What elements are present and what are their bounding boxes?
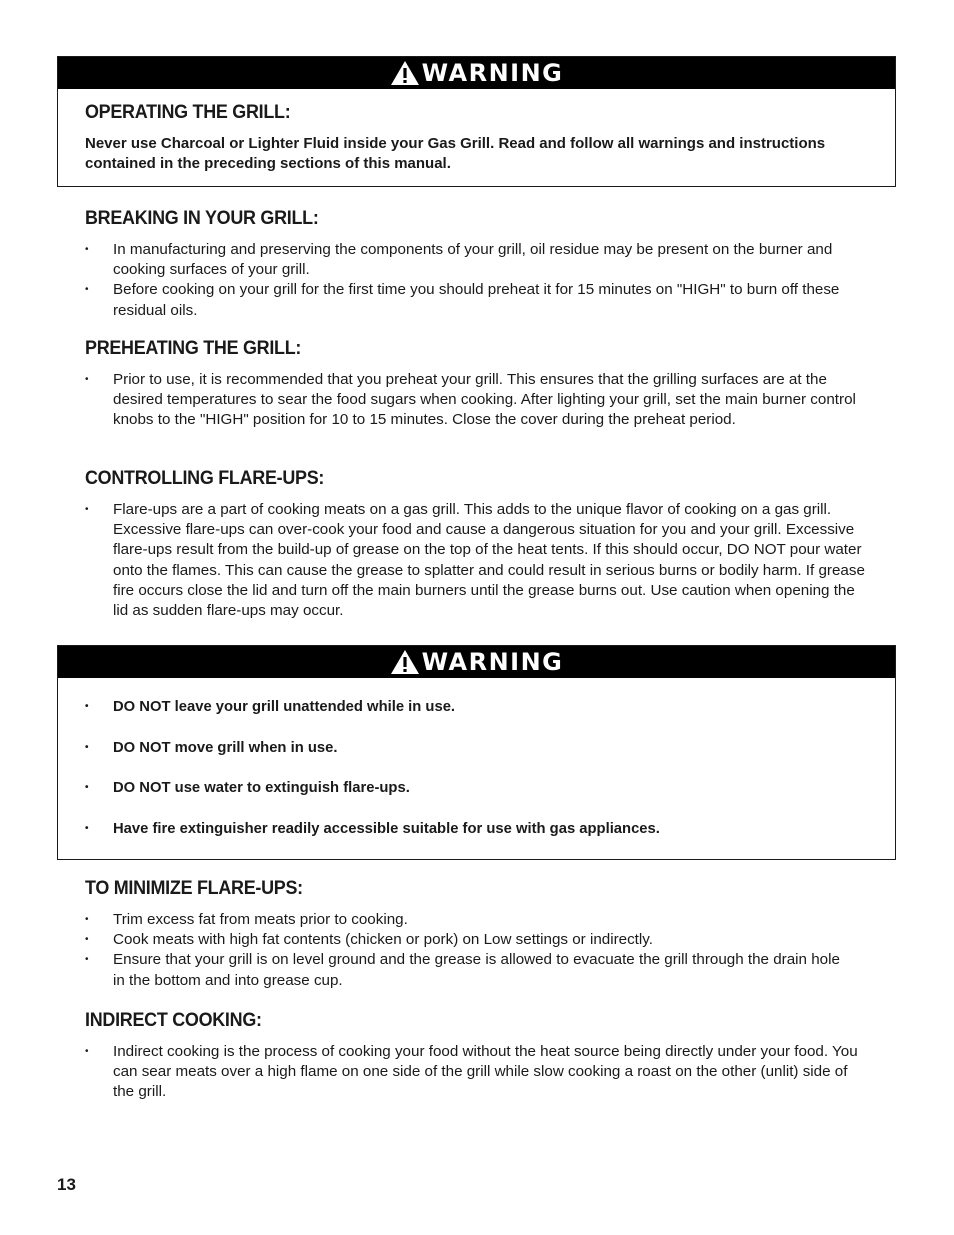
breaking-in-list <box>85 240 860 321</box>
list-item: • Flare-ups are a part of cooking meats on a gas grill. This adds to the unique flavor of cooking on a gas grill. Excessive flare-ups can over-cook your food and cause a dangerous situation for you and your grill. Excessive flare-ups result from the build-up of grease on the top of the heat tents. If this should occur, DO NOT pour water onto the flames. This can cause the grease to splatter and could result in serious burns or bodily harm. If grease fire occurs close the lid and turn off the main burners until the grease burns out. Use caution when opening the lid as sudden flare-ups may occur. <box>85 500 865 621</box>
preheating-list <box>85 370 860 431</box>
operating-text: Never use Charcoal or Lighter Fluid inside your Gas Grill. Read and follow all warnings and instructions contained in the preceding sections of this manual. <box>85 135 826 172</box>
list-item: • Indirect cooking is the process of cooking your food without the heat source being directly under your food. You can sear meats over a high flame on one side of the grill while slow cooking a roast on the other (unlit) side of the grill. <box>85 1042 865 1103</box>
preheating-heading: PREHEATING THE GRILL: <box>85 337 302 359</box>
warning-list <box>85 697 860 860</box>
warning-title: WARNING <box>421 59 564 87</box>
list-item: • Ensure that your grill is on level ground and the grease is allowed to evacuate the grill through the drain hole in the bottom and into grease cup. <box>85 950 850 990</box>
page-number: 13 <box>57 1175 76 1194</box>
list-item: • Before cooking on your grill for the first time you should preheat it for 15 minutes on "HIGH" to burn off these residual oils. <box>85 280 860 320</box>
operating-heading: OPERATING THE GRILL: <box>85 101 291 123</box>
flare-ups-heading: CONTROLLING FLARE-UPS: <box>85 467 325 489</box>
warning-title: WARNING <box>421 648 564 676</box>
breaking-in-heading: BREAKING IN YOUR GRILL: <box>85 207 319 229</box>
list-item: • Cook meats with high fat contents (chicken or pork) on Low settings or indirectly. <box>85 930 850 950</box>
indirect-list <box>85 1042 865 1103</box>
list-item: • DO NOT use water to extinguish flare-ups. <box>85 778 860 798</box>
warning-banner <box>58 646 895 678</box>
minimize-heading: TO MINIMIZE FLARE-UPS: <box>85 877 303 899</box>
warning-triangle-icon <box>390 60 420 86</box>
list-item: • Have fire extinguisher readily accessible suitable for use with gas appliances. <box>85 819 860 839</box>
list-item: • DO NOT leave your grill unattended while in use. <box>85 697 860 717</box>
indirect-heading: INDIRECT COOKING: <box>85 1009 262 1031</box>
minimize-list <box>85 910 850 991</box>
list-item: • DO NOT move grill when in use. <box>85 738 860 758</box>
list-item: • Trim excess fat from meats prior to cooking. <box>85 910 850 930</box>
list-item: • Prior to use, it is recommended that you preheat your grill. This ensures that the grilling surfaces are at the desired temperatures to sear the food sugars when cooking. After lighting your grill, set the main burner control knobs to the "HIGH" position for 10 to 15 minutes. Close the cover during the preheat period. <box>85 370 860 431</box>
warning-banner <box>58 57 895 89</box>
list-item: • In manufacturing and preserving the components of your grill, oil residue may be present on the burner and cooking surfaces of your grill. <box>85 240 860 280</box>
warning-triangle-icon <box>390 649 420 675</box>
flare-ups-list <box>85 500 865 621</box>
